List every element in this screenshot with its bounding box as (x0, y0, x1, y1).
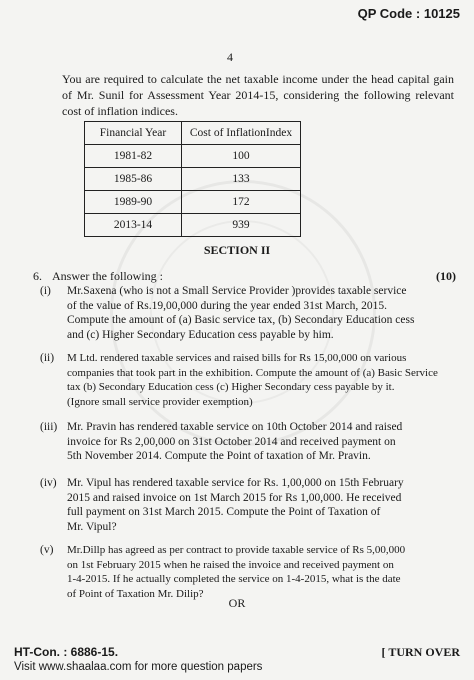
text-line: 5th November 2014. Compute the Point of taxation of Mr. Pravin. (67, 450, 371, 462)
ht-con-code: HT-Con. : 6886-15. (14, 645, 119, 659)
table-cell: 1989-90 (85, 191, 182, 214)
sub-question-number: (i) (40, 285, 51, 297)
text-line: companies that took part in the exhibition. Compute the amount of (a) Basic Service (67, 366, 438, 379)
text-line: 1-4-2015. If he actually completed the service on 1-4-2015, what is the date (67, 573, 401, 585)
question-intro: You are required to calculate the net taxable income under the head capital gain of Mr. Sunil for Assessment Year 2014-15, considering the following relevant cost of inflation indices. (62, 72, 454, 118)
table-cell: 1985-86 (85, 168, 182, 191)
table-row (85, 191, 301, 214)
sub-question-text (67, 420, 457, 464)
text-line: (Ignore small service provider exemption) (67, 395, 253, 408)
qp-code: QP Code : 10125 (357, 6, 460, 21)
table-cell: 939 (182, 214, 301, 237)
page-number: 4 (227, 50, 233, 64)
sub-question-number: (iii) (40, 421, 58, 433)
sub-question-number: (iv) (40, 477, 57, 489)
inflation-index-table (84, 121, 301, 237)
text-line: on 1st February 2015 when he raised the invoice and received payment on (67, 558, 394, 571)
text-line: and (c) Higher Secondary Education cess payable by him. (67, 328, 334, 341)
turn-over-label: [ TURN OVER (381, 645, 460, 659)
text-line: 2015 and raised invoice on 1st March 2015 for Rs 1,00,000. He received (67, 491, 402, 504)
table-cell: 100 (182, 145, 301, 168)
text-line: invoice for Rs 2,00,000 on 31st October 2014 and received payment on (67, 435, 396, 448)
table-header-cell: Financial Year (85, 122, 182, 145)
text-line: Compute the amount of (a) Basic service tax, (b) Secondary Education cess (67, 314, 415, 326)
sub-question-text (67, 543, 457, 601)
text-line: of Point of Taxation Mr. Dilip? (67, 587, 204, 600)
footer-site-note: Visit www.shaalaa.com for more question papers (14, 661, 263, 673)
section-title: SECTION II (203, 243, 271, 257)
text-line: M Ltd. rendered taxable services and raised bills for Rs 15,00,000 on various (67, 352, 407, 364)
text-line: Mr. Vipul has rendered taxable service for Rs. 1,00,000 on 15th February (67, 477, 404, 489)
question-heading: Answer the following : (52, 269, 163, 283)
question-marks: (10) (436, 269, 456, 283)
table-row (85, 168, 301, 191)
sub-question-number: (ii) (40, 352, 55, 364)
table-header-row (85, 122, 301, 145)
text-line: Mr. Vipul? (67, 520, 117, 533)
sub-question-number: (v) (40, 544, 54, 556)
text-line: Mr.Dillp has agreed as per contract to provide taxable service of Rs 5,00,000 (67, 544, 406, 556)
table-row (85, 145, 301, 168)
sub-question-text (67, 351, 457, 409)
table-header-cell: Cost of InflationIndex (182, 122, 301, 145)
sub-question-text (67, 476, 457, 534)
text-line: Mr.Saxena (who is not a Small Service Provider )provides taxable service (67, 285, 407, 297)
table-cell: 133 (182, 168, 301, 191)
question-number: 6. (33, 269, 42, 283)
text-line: full payment on 31st March 2015. Compute the Point of Taxation of (67, 506, 381, 518)
text-line: of the value of Rs.19,00,000 during the year ended 31st March, 2015. (67, 299, 388, 312)
text-line: Mr. Pravin has rendered taxable service on 10th October 2014 and raised (67, 421, 403, 433)
text-line: tax (b) Secondary Education cess (c) Higher Secondary cess payable by it. (67, 381, 395, 393)
table-cell: 1981-82 (85, 145, 182, 168)
table-cell: 2013-14 (85, 214, 182, 237)
table-cell: 172 (182, 191, 301, 214)
or-separator: OR (228, 596, 246, 610)
table-row (85, 214, 301, 237)
sub-question-text (67, 284, 457, 342)
